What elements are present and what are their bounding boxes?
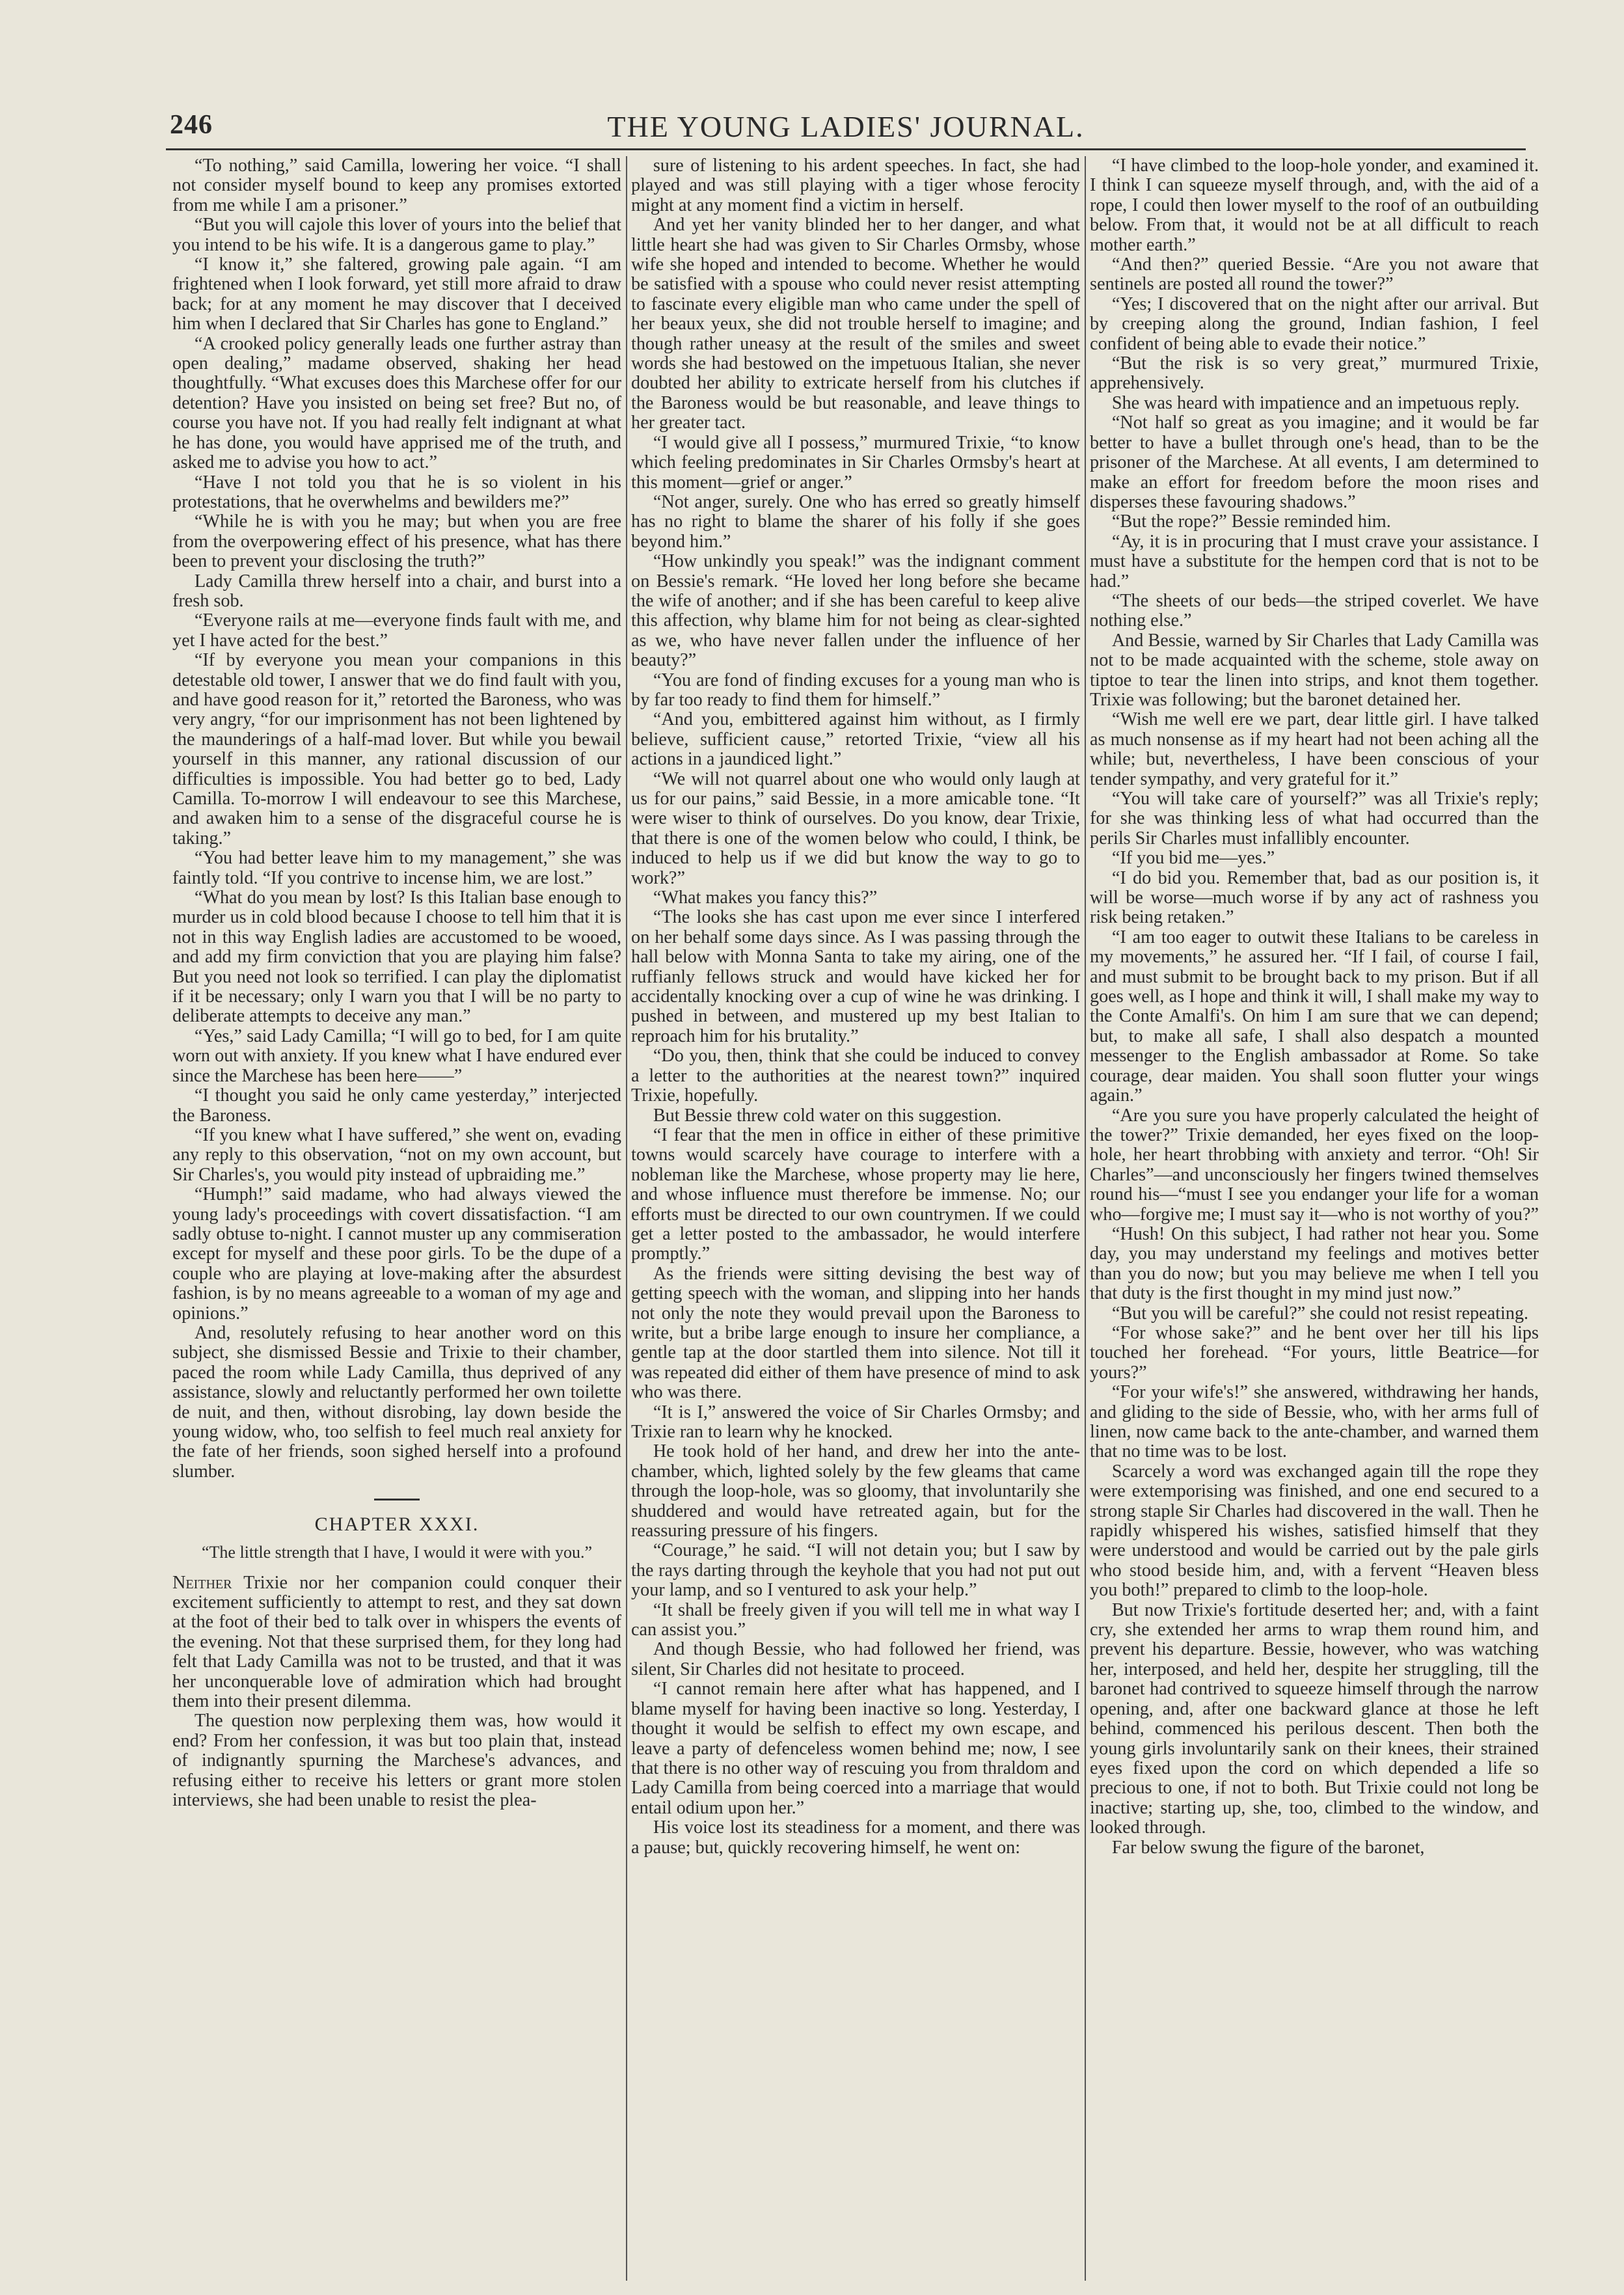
chapter-divider [374, 1499, 420, 1501]
paragraph: And though Bessie, who had followed her friend, was silent, Sir Charles did not hesitate to proceed. [631, 1639, 1080, 1679]
paragraph: “But the risk is so very great,” murmured Trixie, apprehensively. [1090, 353, 1539, 394]
paragraph: “To nothing,” said Camilla, lowering her voice. “I shall not consider myself bound to keep any promises extorted from me while I am a prisoner.” [172, 156, 621, 215]
paragraph: “You will take care of yourself?” was all Trixie's reply; for she was thinking less of what had occurred than the perils Sir Charles must infallibly encounter. [1090, 789, 1539, 849]
paragraph: “But you will be careful?” she could not resist repeating. [1111, 1303, 1529, 1324]
paragraph: “If by everyone you mean your companions in this detestable old tower, I answer that we do find fault with you, and have good reason for it,” retorted the Baroness, who was very angry, “for our imprisonment has not been lightened by the maunderings of a half-mad lover. But while you bewail yourself in this manner, any rational discussion of our difficulties is impossible. You had better go to bed, Lady Camilla. To-morrow I will endeavour to see this Marchese, and awaken him to a sense of the disgraceful course he is taking.” [172, 650, 621, 849]
paragraph: And, resolutely refusing to hear another word on this subject, she dismissed Bessie and Trixie to their chamber, paced the room while Lady Camilla, thus deprived of any assistance, slowly and reluctantly performed her own toilette de nuit, and then, without disrobing, lay down beside the young widow, who, too selfish to feel much real anxiety for the fate of her friends, soon sighed herself into a profound slumber. [172, 1322, 621, 1482]
paragraph: The question now perplexing them was, how would it end? From her confession, it was but too plain that, instead of indignantly spurning the Marchese's advances, and refusing either to receive his letters or grant more stolen interviews, she had been unable to resist the plea- [172, 1711, 621, 1811]
paragraph: As the friends were sitting devising the best way of getting speech with the woman, and slipping into her hands not only the note they would prevail upon the Baroness to write, but a bribe large enough to insure her compliance, a gentle tap at the door startled them into silence. Not till it was repeated did either of them have presence of mind to ask who was there. [631, 1263, 1080, 1403]
column-3 [1090, 156, 1539, 2284]
paragraph: sure of listening to his ardent speeches. In fact, she had played and was still playing with a tiger whose ferocity might at any moment find a victim in herself. [631, 156, 1080, 215]
paragraph: “I thought you said he only came yesterday,” interjected the Baroness. [172, 1085, 621, 1126]
paragraph: “But the rope?” Bessie reminded him. [1111, 511, 1391, 532]
paragraph: “We will not quarrel about one who would only laugh at us for our pains,” said Bessie, in a more amicable tone. “It were wiser to think of ourselves. Do you know, dear Trixie, that there is one of the women below who could, I think, be induced to help us if we did but know the way to go to work?” [631, 768, 1080, 888]
column-1-text [172, 156, 621, 1482]
paragraph-text: Trixie nor her companion could conquer their excitement sufficiently to attempt to rest, and they sat down at the foot of their bed to talk over in whispers the events of the evening. Not that these surprised them, for they long had felt that Lady Camilla was not to be trusted, and that it was her unconquerable love of admiration which had brought them into their present dilemma. [172, 1572, 621, 1712]
paragraph: “For your wife's!” she answered, withdrawing her hands, and gliding to the side of Bessie, who, with her arms full of linen, now came back to the ante-chamber, and warned them that no time was to be lost. [1090, 1382, 1539, 1462]
paragraph: “Yes; I discovered that on the night after our arrival. But by creeping along the ground, Indian fashion, I feel confident of being able to evade their notice.” [1090, 293, 1539, 354]
paragraph: “I would give all I possess,” murmured Trixie, “to know which feeling predominates in Sir Charles Ormsby's heart at this moment—grief or anger.” [631, 432, 1080, 493]
paragraph: She was heard with impatience and an impetuous reply. [1111, 392, 1520, 413]
paragraph: “And then?” queried Bessie. “Are you not aware that sentinels are posted all round the tower?” [1090, 254, 1539, 295]
paragraph: “I have climbed to the loop-hole yonder, and examined it. I think I can squeeze myself through, and, with the aid of a rope, I could then lower myself to the roof of an outbuilding below. From that, it would not be at all difficult to reach mother earth.” [1090, 156, 1539, 255]
paragraph: “I fear that the men in office in either of these primitive towns would scarcely have courage to interfere with a nobleman like the Marchese, whose property may lie here, and whose influence must therefore be immense. No; our efforts must be directed to our own countrymen. If we could get a letter posted to the ambassador, he would interfere promptly.” [631, 1124, 1080, 1264]
paragraph: And yet her vanity blinded her to her danger, and what little heart she had was given to Sir Charles Ormsby, whose wife she hoped and intended to become. Whether he would be satisfied with a spouse who could never resist attempting to fascinate every eligible man who came under the spell of her beaux yeux, she did not trouble herself to imagine; and though rather uneasy at the result of the smiles and sweet words she had bestowed on the impetuous Italian, she never doubted her ability to extricate herself from his clutches if the Baroness would be but reasonable, and leave things to her greater tact. [631, 215, 1080, 433]
paragraph: “The looks she has cast upon me ever since I interfered on her behalf some days since. As I was passing through the hall below with Monna Santa to take my airing, one of the ruffianly fellows struck and would have kicked her for accidentally knocking over a cup of wine he was drinking. I pushed in between, and mustered up my best Italian to reproach him for his brutality.” [631, 907, 1080, 1046]
chapter-epigraph: “The little strength that I have, I would it were with you.” [202, 1542, 592, 1562]
paragraph: “You are fond of finding excuses for a young man who is by far too ready to find them for himself.” [631, 670, 1080, 710]
paragraph: “How unkindly you speak!” was the indignant comment on Bessie's remark. “He loved her long before she became the wife of another; and if she has been careful to keep alive this affection, why blame him for not being as clear-sighted as we, who have never fallen under the influence of her beauty?” [631, 551, 1080, 671]
paragraph: “If you knew what I have suffered,” she went on, evading any reply to this observation, “not on my own account, but Sir Charles's, you would pity instead of upbraiding me.” [172, 1124, 621, 1185]
column-2 [631, 156, 1080, 2284]
column-divider [1085, 156, 1086, 2281]
paragraph: “For whose sake?” and he bent over her till his lips touched her forehead. “For yours, little Beatrice—for yours?” [1090, 1322, 1539, 1383]
running-title: THE YOUNG LADIES' JOURNAL. [607, 110, 1085, 143]
paragraph: “Yes,” said Lady Camilla; “I will go to bed, for I am quite worn out with anxiety. If you knew what I have endured ever since the Marchese has been here——” [172, 1025, 621, 1086]
paragraph: “Do you, then, think that she could be induced to convey a letter to the authorities at the nearest town?” inquired Trixie, hopefully. [631, 1046, 1080, 1106]
paragraph: “But you will cajole this lover of yours into the belief that you intend to be his wife. It is a dangerous game to play.” [172, 215, 621, 255]
column-2-text [631, 156, 1080, 1858]
column-1 [172, 156, 621, 2284]
paragraph: “Courage,” he said. “I will not detain you; but I saw by the rays darting through the keyhole that you had not put out your lamp, and so I ventured to ask your help.” [631, 1540, 1080, 1601]
paragraph: “I am too eager to outwit these Italians to be careless in my movements,” he assured her. “If I fail, of course I fail, and must submit to be brought back to my prison. But if all goes well, as I hope and think it will, I shall make my way to the Conte Amalfi's. On him I am sure that we can depend; but, to make all safe, I shall also despatch a mounted messenger to the English ambassador at Rome. So take courage, dear maiden. You shall soon flutter your wings again.” [1090, 927, 1539, 1106]
paragraph: “The sheets of our beds—the striped coverlet. We have nothing else.” [1090, 590, 1539, 631]
paragraph: “Are you sure you have properly calculated the height of the tower?” Trixie demanded, her eyes fixed on the loop-hole, her heart throbbing with anxiety and terror. “Oh! Sir Charles”—and unconsciously her fingers twined themselves round his—“must I see you endanger your life for a woman who—forgive me; I must say it—who is not worthy of you?” [1090, 1105, 1539, 1225]
paragraph: “I know it,” she faltered, growing pale again. “I am frightened when I look forward, yet still more afraid to draw back; for at any moment he may discover that I deceived him when I declared that Sir Charles has gone to England.” [172, 254, 621, 334]
paragraph: “It is I,” answered the voice of Sir Charles Ormsby; and Trixie ran to learn why he knocked. [631, 1402, 1080, 1442]
paragraph: “While he is with you he may; but when you are free from the overpowering effect of his presence, what has there been to prevent your disclosing the truth?” [172, 511, 621, 572]
paragraph: But now Trixie's fortitude deserted her; and, with a faint cry, she extended her arms to wrap them round him, and prevent his departure. Bessie, however, who was watching her, interposed, and held her, despite her struggling, till the baronet had contrived to squeeze himself through the narrow opening, and, after one backward glance at those he left behind, commenced his perilous descent. Then both the young girls involuntarily sank on their knees, their strained eyes fixed upon the cord on which depended a life so precious to one, if not to both. But Trixie could not long be inactive; starting up, she, too, climbed to the window, and looked through. [1090, 1599, 1539, 1838]
paragraph: “Hush! On this subject, I had rather not hear you. Some day, you may understand my feelings and motives better than you do now; but you may believe me when I tell you that duty is the first thought in my mind just now.” [1090, 1223, 1539, 1304]
chapter-text [172, 1573, 621, 1811]
column-divider [626, 156, 627, 2281]
page-header [166, 104, 1526, 150]
paragraph: And Bessie, warned by Sir Charles that Lady Camilla was not to be made acquainted with the scheme, stole away on tiptoe to tear the linen into strips, and knot them together. Trixie was following; but the baronet detained her. [1090, 630, 1539, 710]
paragraph: “Not half so great as you imagine; and it would be far better to have a bullet through one's head, than to be the prisoner of the Marchese. At all events, I am determined to make an effort for freedom before the moon rises and disperses these favouring shadows.” [1090, 413, 1539, 512]
paragraph: Lady Camilla threw herself into a chair, and burst into a fresh sob. [172, 571, 621, 611]
paragraph: “I do bid you. Remember that, bad as our position is, it will be worse—much worse if by any act of rashness you risk being retaken.” [1090, 867, 1539, 928]
header-rule [166, 148, 1526, 150]
paragraph: His voice lost its steadiness for a moment, and there was a pause; but, quickly recovering himself, he went on: [631, 1817, 1080, 1858]
paragraph: “A crooked policy generally leads one further astray than open dealing,” madame observed, shaking her head thoughtfully. “What excuses does this Marchese offer for our detention? Have you insisted on being set free? But no, of course you have not. If you had really felt indignant at what he has done, you would have apprised me of the truth, and asked me to advise you how to act.” [172, 333, 621, 473]
paragraph: “And you, embittered against him without, as I firmly believe, sufficient cause,” retorted Trixie, “view all his actions in a jaundiced light.” [631, 709, 1080, 770]
paragraph: Scarcely a word was exchanged again till the rope they were extemporising was finished, and one end secured to a strong staple Sir Charles had discovered in the wall. Then he rapidly whispered his wishes, satisfied himself that they were understood and would be carried out by the pale girls who stood beside him, and, with a fervent “Heaven bless you both!” prepared to climb to the loop-hole. [1090, 1461, 1539, 1601]
chapter-heading: CHAPTER XXXI. [314, 1514, 480, 1536]
paragraph: “I cannot remain here after what has happened, and I blame myself for having been inactive so long. Yesterday, I thought it would be selfish to effect my own escape, and leave a party of defenceless women behind me; now, I see that there is no other way of rescuing you from thraldom and Lady Camilla from being coerced into a marriage that would entail odium upon her.” [631, 1679, 1080, 1818]
paragraph: “If you bid me—yes.” [1111, 848, 1275, 869]
paragraph: “Wish me well ere we part, dear little girl. I have talked as much nonsense as if my heart had not been aching all the while; but, nevertheless, I have been conscious of your tender sympathy, and very grateful for it.” [1090, 709, 1539, 789]
paragraph [172, 1573, 621, 1712]
paragraph: “Humph!” said madame, who had always viewed the young lady's proceedings with covert dissatisfaction. “I am sadly obtuse to-night. I cannot muster up any commiseration except for myself and these poor girls. To be the dupe of a couple who are playing at love-making after the absurdest fashion, is by no means agreeable to a woman of my age and opinions.” [172, 1184, 621, 1324]
chapter-lead-word: Neither [172, 1572, 232, 1593]
paragraph: “Not anger, surely. One who has erred so greatly himself has no right to blame the sharer of his folly if she goes beyond him.” [631, 491, 1080, 552]
page-number: 246 [170, 110, 213, 140]
paragraph: “Have I not told you that he is so violent in his protestations, that he overwhelms and bewilders me?” [172, 472, 621, 512]
paragraph: “What do you mean by lost? Is this Italian base enough to murder us in cold blood because I choose to tell him that it is not in this way English ladies are accustomed to be wooed, and add my firm conviction that you are playing him false? But you need not look so terrified. I can play the diplomatist if it be necessary; only I warn you that I will be no party to deliberate attempts to deceive any man.” [172, 888, 621, 1027]
paragraph: “Everyone rails at me—everyone finds fault with me, and yet I have acted for the best.” [172, 610, 621, 651]
paragraph: Far below swung the figure of the baronet, [1111, 1837, 1425, 1858]
paragraph: “What makes you fancy this?” [653, 888, 878, 908]
paragraph: “It shall be freely given if you will tell me in what way I can assist you.” [631, 1599, 1080, 1640]
paragraph: “Ay, it is in procuring that I must crave your assistance. I must have a substitute for the hempen cord that is not to be had.” [1090, 531, 1539, 591]
paragraph: He took hold of her hand, and drew her into the ante-chamber, which, lighted solely by the few gleams that came through the loop-hole, was so gloomy, that involuntarily she shuddered and would have retreated again, but for the reassuring pressure of his fingers. [631, 1441, 1080, 1541]
column-3-text [1090, 156, 1539, 1858]
paragraph: But Bessie threw cold water on this suggestion. [653, 1105, 1002, 1126]
paragraph: “You had better leave him to my management,” she was faintly told. “If you contrive to incense him, we are lost.” [172, 848, 621, 888]
